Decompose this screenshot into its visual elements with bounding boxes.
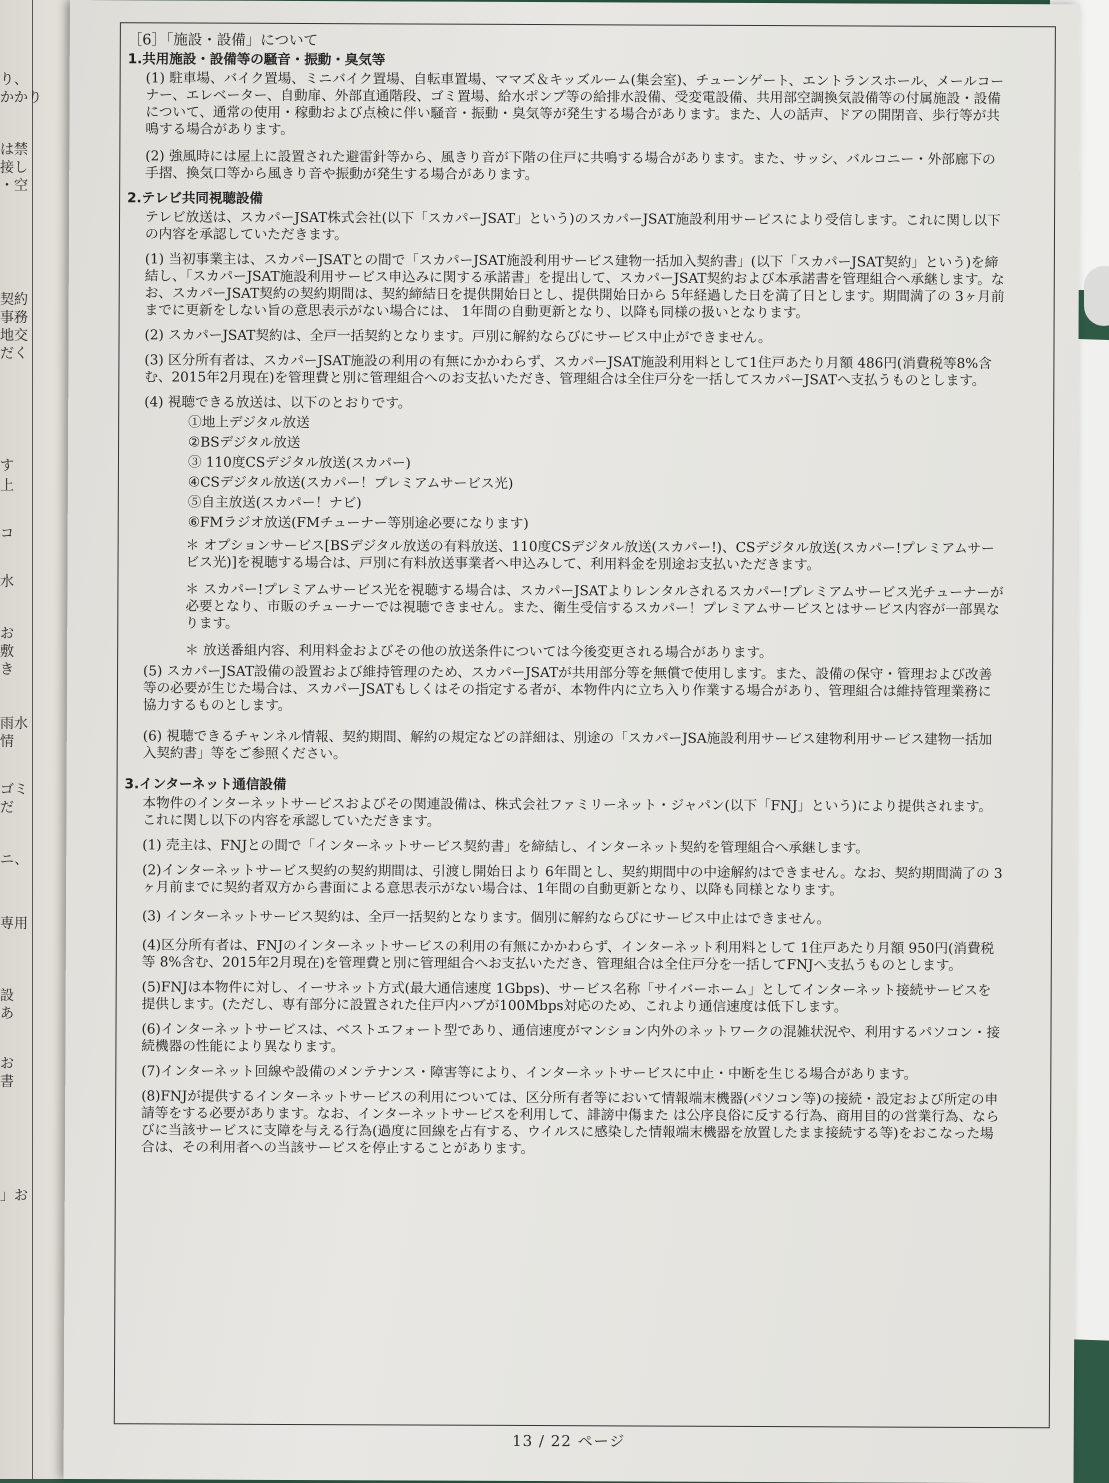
left-fragment: お bbox=[0, 1056, 14, 1072]
sec3-p5: (5)FNJは本物件に対し、イーサネット方式(最大通信速度 1Gbps)、サービス名称「サイバーホーム」としてインターネット接続サービスを提供します。(ただし、専有部分に設置された住戸内ハブが100Mbps対応のため、これより通信速度は低下します。 bbox=[141, 979, 992, 1016]
left-fragment: 事務 bbox=[0, 310, 28, 326]
broadcast-list-item: ⑥FMラジオ放送(FMチューナー等別途必要になります) bbox=[187, 514, 529, 533]
left-fragment: 地交 bbox=[0, 328, 28, 344]
left-fragment: 敷 bbox=[0, 644, 14, 660]
broadcast-list-item: ④CSデジタル放送(スカパー！プレミアムサービス光) bbox=[187, 474, 514, 492]
left-fragment: す bbox=[0, 458, 14, 474]
document-page bbox=[64, 0, 1080, 1483]
left-fragment: だく bbox=[0, 346, 28, 362]
left-fragment: かかり bbox=[0, 90, 42, 106]
left-fragment: 上 bbox=[0, 478, 14, 494]
left-fragment: 雨水 bbox=[0, 716, 28, 732]
sec1-title: 1.共用施設・設備等の騒音・振動・臭気等 bbox=[127, 51, 386, 69]
sec3-p1: (1) 売主は、FNJとの間で「インターネットサービス契約書」を締結し、インターネット契約を管理組合へ承継します。 bbox=[142, 837, 869, 857]
broadcast-list-item: ①地上デジタル放送 bbox=[188, 414, 310, 432]
sec3-title: 3.インターネット通信設備 bbox=[124, 776, 287, 793]
sec3-p6: (6)インターネットサービスは、ベストエフォート型であり、通信速度がマンション内外のネットワークの混雑状況や、利用するパソコン・接続機器の性能により異なります。 bbox=[141, 1021, 1001, 1056]
left-fragment: 水 bbox=[0, 574, 14, 590]
sec3-p7: (7)インターネット回線や設備のメンテナンス・障害等により、インターネットサービスに中止・中断を生じる場合があります。 bbox=[141, 1063, 918, 1083]
broadcast-list-item: ③ 110度CSデジタル放送(スカパー) bbox=[187, 454, 411, 472]
broadcast-list-item: ⑤自主放送(スカパー！ナビ) bbox=[187, 494, 362, 512]
sec1-p2: (2) 強風時には屋上に設置された避雷針等から、風きり音が下階の住戸に共鳴する場合があります。また、サッシ、バルコニー・外部廊下の手摺、換気口等から風きり音や振動が発生する場合があります。 bbox=[145, 148, 996, 184]
left-fragment: 情 bbox=[0, 734, 14, 750]
left-fragment: だ bbox=[0, 800, 14, 816]
left-fragment: ニ、 bbox=[0, 852, 29, 868]
left-fragment: 設 bbox=[0, 988, 14, 1004]
left-fragment: 専用 bbox=[0, 916, 28, 932]
left-fragment: 契約 bbox=[0, 292, 28, 308]
sec2-note2: ＊ スカパー!プレミアムサービス光を視聴する場合は、スカパーJSATよりレンタルされるスカパー!プレミアムサービス光チューナーが必要となり、市販のチューナーでは視聴できません。また、衛生受信するスカパー！プレミアムサービスとはサービス内容が一部異なります。 bbox=[185, 581, 1004, 632]
left-fragment: あ bbox=[0, 1006, 14, 1022]
sec3-p4: (4)区分所有者は、FNJのインターネットサービスの利用の有無にかかわらず、インターネット利用料として 1住戸あたり月額 950円(消費税等 8%含む、2015年2月現在)を管理費と別に管理組合へお支払いただき、管理組合は全住戸分を一括してFNJへ支払うものとします。 bbox=[141, 937, 995, 974]
page-border bbox=[32, 0, 33, 1479]
sec2-p6: (6) 視聴できるチャンネル情報、契約期間、解約の規定などの詳細は、別途の「スカパーJSA施設利用サービス建物利用サービス建物一括加入契約書」等をご参照ください。 bbox=[142, 728, 993, 763]
sec3-p2: (2)インターネットサービス契約の契約期間は、引渡し開始日より 6年間とし、契約期間中の中途解約はできません。なお、契約期間満了の 3ヶ月前までに契約者双方から書面による意思表示がない場合は、1年間の自動更新となり、以降も同様となります。 bbox=[142, 862, 1003, 899]
broadcast-list-item: ②BSデジタル放送 bbox=[188, 434, 301, 452]
left-fragment: り、 bbox=[0, 72, 28, 88]
left-fragment: 」お bbox=[0, 1188, 28, 1204]
left-fragment: 接し bbox=[0, 160, 28, 176]
sec2-note1: ＊ オプションサービス[BSデジタル放送の有料放送、110度CSデジタル放送(スカパー!)、CSデジタル放送(スカパー!プレミアムサービス光)]を視聴する場合は、戸別に有料放送事業者へ申込みして、利用料金を別途お支払いただきます。 bbox=[185, 537, 995, 574]
sec2-p5: (5) スカパーJSAT設備の設置および維持管理のため、スカパーJSATが共用部分等を無償で使用します。また、設備の保守・管理および改善等の必要が生じた場合は、スカパーJSATもしくはその指定する者が、本物件内に立ち入り作業する場合があり、管理組合は維持管理業務に協力するものとします。 bbox=[142, 663, 993, 714]
left-fragment: ・空 bbox=[0, 178, 28, 194]
section-heading: ［6］「施設・設備」について bbox=[127, 32, 319, 50]
page-number: 13 / 22 ページ bbox=[512, 1431, 626, 1451]
left-fragment: き bbox=[0, 662, 14, 678]
sec3-p3: (3) インターネットサービス契約は、全戸一括契約となります。個別に解約ならびにサービス中止はできません。 bbox=[141, 908, 831, 928]
sec2-intro: テレビ放送は、スカパーJSAT株式会社(以下「スカパーJSAT」という)のスカパーJSAT施設利用サービスにより受信します。これに関し以下の内容を承認していただきます。 bbox=[144, 209, 1001, 244]
page-content bbox=[123, 32, 1008, 1168]
left-fragment: お bbox=[0, 626, 14, 642]
left-fragment: 書 bbox=[0, 1074, 14, 1090]
left-fragment: コ bbox=[0, 526, 14, 542]
sec2-p2: (2) スカパーJSAT契約は、全戸一括契約となります。戸別に解約ならびにサービス中止ができません。 bbox=[144, 327, 772, 347]
sec3-intro: 本物件のインターネットサービスおよびその関連設備は、株式会社ファミリーネット・ジャパン(以下「FNJ」という)により提供されます。これに関し以下の内容を承認していただきます。 bbox=[142, 795, 992, 830]
sec1-p1: (1) 駐車場、バイク置場、ミニバイク置場、自転車置場、ママズ＆キッズルーム(集会室)、チューンゲート、エントランスホール、メールコーナー、エレベーター、自動扉、外部直通階段、ゴミ置場、給水ポンプ等の給排水設備、受変電設備、共用部空調換気設備等の付属施設・設備について、通常の使用・稼動および点検に伴い騒音・振動・臭気等が発生する場合があります。また、人の話声、ドアの開閉音、歩行等が共鳴する場合があります。 bbox=[145, 70, 1005, 138]
left-fragment: ゴミ bbox=[0, 782, 28, 798]
sec2-p4: (4) 視聴できる放送は、以下のとおりです。 bbox=[144, 394, 412, 412]
sec2-p3: (3) 区分所有者は、スカパーJSAT施設の利用の有無にかかわらず、スカパーJSAT施設利用料として1住戸あたり月額 486円(消費税等8%含む、2015年2月現在)を管理費と別に管理組合へのお支払いただき、管理組合は全住戸分を一括してスカパーJSATへ支払うものとします。 bbox=[144, 352, 992, 389]
left-fragment: は禁 bbox=[0, 142, 28, 158]
sec2-p1: (1) 当初事業主は、スカパーJSATとの間で「スカパーJSAT施設利用サービス建物一括加入契約書」(以下「スカパーJSAT契約」という)を締結し、「スカパーJSAT施設利用サービス申込みに関する承諾書」を提出して、スカパーJSAT契約および本承諾書を管理組合へ承継します。なお、スカパーJSAT契約の契約期間は、契約締結日を提供開始日とし、提供開始日から 5年経過した日を満了日とします。期間満了の 3ヶ月前までに更新をしない旨の意思表示がない場合には、 1年間の自動更新となり、以降も同様の扱いとなります。 bbox=[144, 251, 1005, 322]
sec3-p8: (8)FNJが提供するインターネットサービスの利用については、区分所有者等において情報端末機器(パソコン等)の接続・設定および所定の申請等をする必要があります。なお、インターネットサービスを利用して、誹謗中傷また は公序良俗に反する行為、商用目的の営業行為、ならびに当該サービスに支障を与える行為(過度に回線を占有する、ウイルスに感染した情報端末機器を放置したまま接続する等)をおこなった場合は、その利用者への当該サービスを停止することがあります。 bbox=[140, 1088, 1000, 1158]
binder-clip bbox=[1084, 266, 1109, 326]
sec2-title: 2.テレビ共同視聴設備 bbox=[127, 190, 263, 207]
sec2-note3: ＊ 放送番組内容、利用料金およびその他の放送条件については今後変更される場合があります。 bbox=[185, 642, 773, 662]
